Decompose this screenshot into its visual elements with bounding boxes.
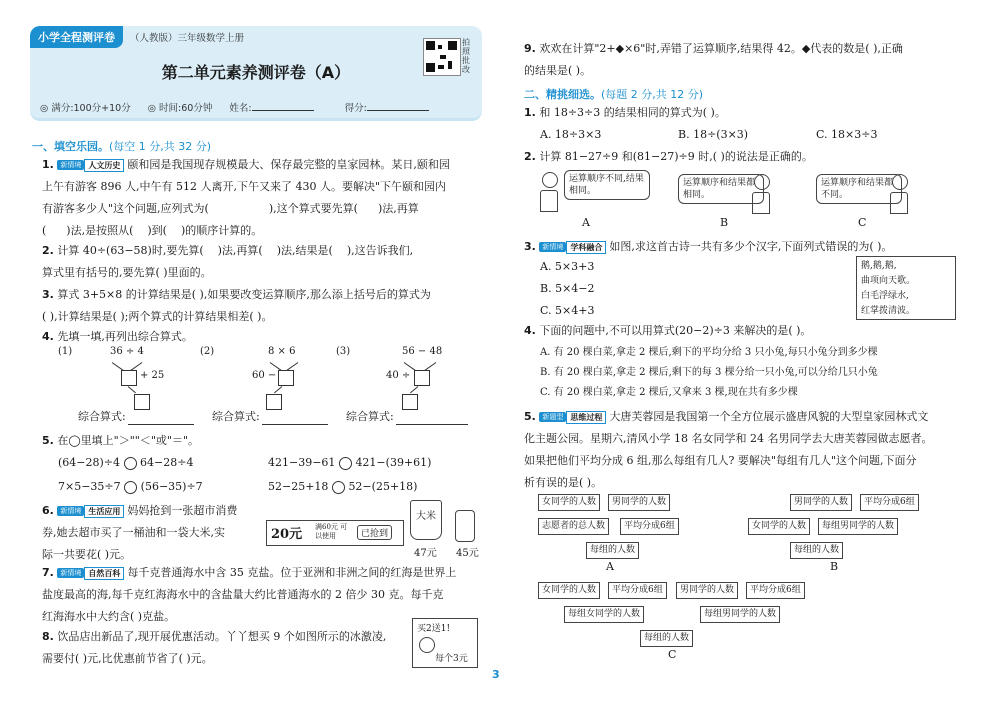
- question-1: 1. 新情境 人文历史 颐和园是我国现存规模最大、保存最完整的皇家园林。某日,颐和园 上午有游客 896 人,中午有 512 人离开,下午又来了 430 人。要解决"下午颐和园内 有游客多少人"这个问题,应列式为( ),这个算式要先算( )法,再算 ( )法,是按照从( )到( )的顺序计算的。: [42, 158, 450, 237]
- girl-icon: [890, 174, 908, 214]
- ice-cream-icon: [419, 637, 435, 653]
- question-8: 8. 饮品店出新品了,现开展优惠活动。丫丫想买 9 个如图所示的冰激凌, 需要付( )元,比优惠前节省了( )元。: [42, 630, 387, 665]
- girl-icon: [540, 172, 558, 212]
- answer-box[interactable]: [278, 370, 294, 386]
- worksheet-page: 小学全程测评卷 （人教版）三年级数学上册 第二单元素养测评卷（A） 拍照批改 ◎ 满分:100分+10分 ◎ 时间:60分钟 姓名: 得分: 一、填空乐园。(每空 1 分,共 32 分) 1. 新情境 人文历史 颐和园是我国现存规模最大、保存最完整的皇家园林。某日,颐和园 上午有游客 896 人,中午有 512 人离开,下午又来了 430 人。要解决"下午颐和园内 有游客多少人"这个问题,应列式为( ),这个算式要先算( )法,再算 ( )法,是按照从( )到( )的顺序计算的。 2. 计算 40÷(63−58)时,要先算( )法,再算( )法,结果是( ),这告诉我们, 算式里有括号的,要先算( )里面的。 3. 算式 3+5×8 的计算结果是( ),如果要改变运算顺序,那么添上括号后的算式为 ( ),计算结果是( );两个算式的计算结果相差( )。 4. 先填一填,再列出综合算式。 (1) 36 ÷ 4 + 25 综合算式: (2) 8 × 6 60 − 综合算式: (3) 56 − 48 40 ÷ 综合算式: 5. 在◯里填上"＞""＜"或"＝"。 (64−28)÷4 64−28÷4 421−39−61 421−(39+61) 7×5−35÷7 (56−35)÷7 52−25+18 52−(25+18) 6. 新情境 生活应用 妈妈抢到一张超市消费 券,她去超市买了一桶油和一袋大米,实 际一共要花( )元。 20元 满60元 可以使用 已抢到 大米 47元 45元 7. 新情境 自然百科 每千克普通海水中含 35 克盐。位于亚洲和非洲之间的红海是世界上 盐度最高的海,每千克红海海水中的含盐量大约比普通海水的 2 倍少 30 克。每千克 红海海水中大约含( )克盐。 8. 饮品店出新品了,现开展优惠活动。丫丫想买 9 个如图所示的冰激凌, 需要付( )元,比优惠前节省了( )元。 买2送1! 每个3元 3 9. 欢欢在计算"2+◆×6"时,弄错了运算顺序,结果得 42。◆代表的数是( ),正确 的结果是( )。 二、精挑细选。(每题 2 分,共 12 分) 1. 和 18÷3÷3 的结果相同的算式为( )。 A. 18÷3×3 B. 18÷(3×3) C. 18×3÷3 2. 计算 81−27÷9 和(81−27)÷9 时,( )的说法是正确的。 运算顺序不同,结果相同。 A 运算顺序和结果都相同。 B 运算顺序和结果都不同。 C 3. 新情境 学科融合 如图,求这首古诗一共有多少个汉字,下面列式错误的为( )。 A. 5×3+3 B. 5×4−2 C. 5×4+3 鹅,鹅,鹅, 曲项向天歌。 白毛浮绿水, 红掌拨清波。 4. 下面的问题中,不可以用算式(20−2)÷3 来解决的是( )。 A. 有 20 棵白菜,拿走 2 棵后,剩下的平均分给 3 只小兔,每只小兔分到多少棵 B. 有 20 棵白菜,拿走 2 棵后,剩下的每 3 棵分给一只小兔,可以分给几只小兔 C. 有 20 棵白菜,拿走 2 棵后,又拿来 3 棵,现在共有多少棵 5. 新题型 思维过程 大唐芙蓉园是我国第一个全方位展示盛唐风貌的大型皇家园林式文 化主题公园。星期六,清风小学 18 名女同学和 24 名男同学去大唐芙蓉园做志愿者。 如果把他们平均分成 6 组,那么每组有几人? 要解决"每组有几人"这个问题,下面分 析有误的是( )。 女同学的人数 男同学的人数 志愿者的总人数 平均分成6组 每组的人数 A 男同学的人数 平均分成6组 女同学的人数 每组男同学的人数 每组的人数 B 女同学的人数 平均分成6组 男同学的人数 平均分成6组 每组女同学的人数 每组男同学的人数 每组的人数 C: [0, 0, 1000, 706]
- exam-info: [40, 100, 457, 114]
- edition-label: （人教版）三年级数学上册: [130, 33, 245, 44]
- answer-box[interactable]: [266, 394, 282, 410]
- question-9: 9. 欢欢在计算"2+◆×6"时,弄错了运算顺序,结果得 42。◆代表的数是( ),正确 的结果是( )。: [524, 42, 903, 77]
- option-b[interactable]: B. 有 20 棵白菜,拿走 2 棵后,剩下的每 3 棵分给一只小兔,可以分给几只小兔: [540, 367, 878, 378]
- rice-bag-icon: 大米: [410, 500, 442, 540]
- header-panel: [30, 26, 482, 121]
- section-1-title: 一、填空乐园。(每空 1 分,共 32 分): [32, 140, 212, 153]
- question-7: 7. 新情境 自然百科 每千克普通海水中含 35 克盐。位于亚洲和非洲之间的红海是世界上 盐度最高的海,每千克红海海水中的含盐量大约比普通海水的 2 倍少 30 克。每千克 红海海水中大约含( )克盐。: [42, 566, 457, 623]
- rice-price: 47元: [414, 548, 437, 559]
- compare-row: 7×5−35÷7 (56−35)÷7: [58, 480, 203, 493]
- tag-category: 人文历史: [84, 159, 124, 172]
- tag-new: 新情境: [57, 160, 84, 170]
- coupon: 20元 满60元 可以使用 已抢到: [266, 520, 404, 546]
- choice-question-2: 2. 计算 81−27÷9 和(81−27)÷9 时,( )的说法是正确的。: [524, 150, 813, 163]
- score-field[interactable]: 得分:: [345, 103, 443, 114]
- option-b[interactable]: B. 5×4−2: [540, 282, 595, 295]
- speech-bubble-b: 运算顺序和结果都相同。: [678, 174, 764, 204]
- compare-row: 52−25+18 52−(25+18): [268, 480, 418, 493]
- speech-bubble-c: 运算顺序和结果都不同。: [816, 174, 902, 204]
- qr-label: 拍照批改: [462, 38, 470, 74]
- option-a[interactable]: A. 18÷3×3: [540, 128, 602, 141]
- compare-circle[interactable]: [124, 457, 137, 470]
- answer-box[interactable]: [414, 370, 430, 386]
- compare-row: 421−39−61 421−(39+61): [268, 456, 432, 469]
- figure-label-b: B: [720, 216, 729, 229]
- girl-icon: [752, 174, 770, 214]
- poem-card: 鹅,鹅,鹅, 曲项向天歌。 白毛浮绿水, 红掌拨清波。: [856, 256, 956, 320]
- oil-price: 45元: [456, 548, 479, 559]
- compare-circle[interactable]: [332, 481, 345, 494]
- answer-box[interactable]: [121, 370, 137, 386]
- name-field[interactable]: 姓名:: [229, 103, 327, 114]
- choice-question-1: 1. 和 18÷3÷3 的结果相同的算式为( )。: [524, 106, 726, 119]
- choice-question-5: 5. 新题型 思维过程 大唐芙蓉园是我国第一个全方位展示盛唐风貌的大型皇家园林式文 化主题公园。星期六,清风小学 18 名女同学和 24 名男同学去大唐芙蓉园做志愿者。 如果把他们平均分成 6 组,那么每组有几人? 要解决"每组有几人"这个问题,下面分 析有误的是( )。: [524, 410, 933, 489]
- option-c[interactable]: C. 5×4+3: [540, 304, 595, 317]
- choice-question-4: 4. 下面的问题中,不可以用算式(20−2)÷3 来解决的是( )。: [524, 324, 812, 337]
- question-2: 2. 计算 40÷(63−58)时,要先算( )法,再算( )法,结果是( ),这告诉我们, 算式里有括号的,要先算( )里面的。: [42, 244, 414, 279]
- question-3: 3. 算式 3+5×8 的计算结果是( ),如果要改变运算顺序,那么添上括号后的算式为 ( ),计算结果是( );两个算式的计算结果相差( )。: [42, 288, 431, 323]
- qr-code-icon[interactable]: [423, 38, 461, 76]
- question-6: 6. 新情境 生活应用 妈妈抢到一张超市消费 券,她去超市买了一桶油和一袋大米,实 际一共要花( )元。: [42, 504, 238, 561]
- full-score-label: ◎ 满分:100分+10分: [40, 103, 131, 114]
- option-a[interactable]: A. 有 20 棵白菜,拿走 2 棵后,剩下的平均分给 3 只小兔,每只小兔分到多少棵: [540, 347, 878, 358]
- question-5: 5. 在◯里填上"＞""＜"或"＝"。: [42, 434, 200, 447]
- option-b[interactable]: B. 18÷(3×3): [678, 128, 749, 141]
- compare-row: (64−28)÷4 64−28÷4: [58, 456, 194, 469]
- page-number: 3: [492, 668, 500, 681]
- page-title: 第二单元素养测评卷（A）: [161, 63, 351, 82]
- figure-label-a: A: [582, 216, 590, 229]
- compare-circle[interactable]: [339, 457, 352, 470]
- answer-box[interactable]: [402, 394, 418, 410]
- time-label: ◎ 时间:60分钟: [147, 103, 213, 114]
- choice-question-3: 3. 新情境 学科融合 如图,求这首古诗一共有多少个汉字,下面列式错误的为( )。: [524, 240, 893, 253]
- ice-cream-promo: 买2送1! 每个3元: [412, 618, 478, 668]
- speech-bubble-a: 运算顺序不同,结果相同。: [564, 170, 650, 200]
- section-2-title: 二、精挑细选。(每题 2 分,共 12 分): [524, 88, 704, 101]
- answer-box[interactable]: [134, 394, 150, 410]
- figure-label-c: C: [858, 216, 867, 229]
- option-c[interactable]: C. 18×3÷3: [816, 128, 878, 141]
- compare-circle[interactable]: [124, 481, 137, 494]
- option-a[interactable]: A. 5×3+3: [540, 260, 595, 273]
- option-c[interactable]: C. 有 20 棵白菜,拿走 2 棵后,又拿来 3 棵,现在共有多少棵: [540, 387, 798, 398]
- question-4: 4. 先填一填,再列出综合算式。: [42, 330, 193, 343]
- oil-bottle-icon: [455, 510, 475, 542]
- series-badge: 小学全程测评卷: [30, 26, 123, 48]
